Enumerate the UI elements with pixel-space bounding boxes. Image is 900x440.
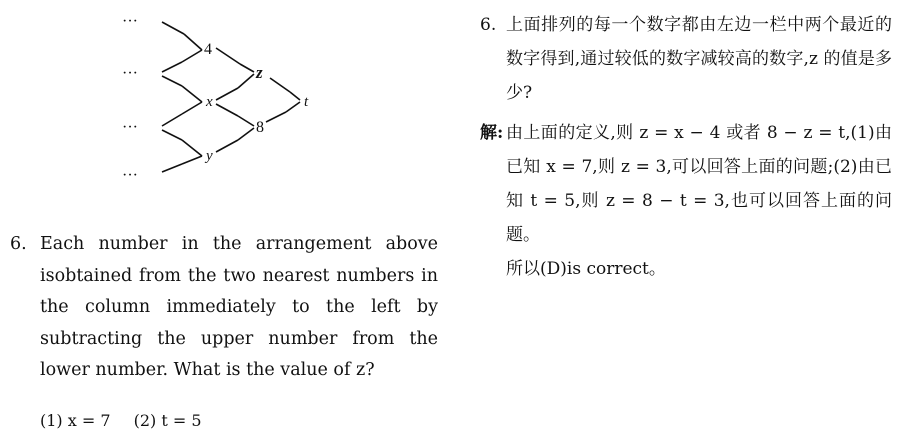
label-t: t [304, 94, 309, 110]
dots-row-3: ··· [122, 119, 138, 136]
chinese-question-text: 上面排列的每一个数字都由左边一栏中两个最近的数字得到,通过较低的数字减较高的数字,z 的值是多少? [506, 15, 892, 103]
solution-text: 由上面的定义,则 z = x − 4 或者 8 − z = t,(1)由已知 x = 7,则 z = 3,可以回答上面的问题;(2)由已知 t = 5,则 z = 8 − t = 3,也可以回答上面的问题。 [506, 123, 892, 245]
chinese-question [480, 8, 892, 110]
dots-row-1: ··· [122, 13, 138, 30]
label-y: y [206, 148, 213, 164]
label-x: x [206, 94, 213, 110]
label-eight: 8 [256, 119, 264, 136]
question-text: Each number in the arrangement above isobtained from the two nearest numbers in the column immediately to the left by subtracting the upper number from the lower number. What is the value of z? [40, 234, 438, 380]
dots-row-4: ··· [122, 167, 138, 184]
label-four: 4 [204, 41, 212, 58]
solution-label: 解: [480, 123, 504, 143]
number-arrangement-diagram [120, 8, 340, 193]
chinese-solution [480, 116, 892, 252]
dots-row-2: ··· [122, 65, 138, 82]
statement-options [40, 405, 220, 437]
chinese-question-number: 6. [480, 15, 497, 35]
english-question-block [10, 229, 438, 430]
statement-1: (1) x = 7 [40, 411, 111, 430]
diagram-lines [162, 22, 300, 172]
label-z: z [256, 63, 263, 82]
chinese-translation-block [480, 8, 892, 286]
solution-conclusion: 所以(D)is correct。 [506, 259, 666, 279]
statement-2: (2) t = 5 [133, 411, 202, 430]
question-number: 6. [10, 234, 27, 254]
